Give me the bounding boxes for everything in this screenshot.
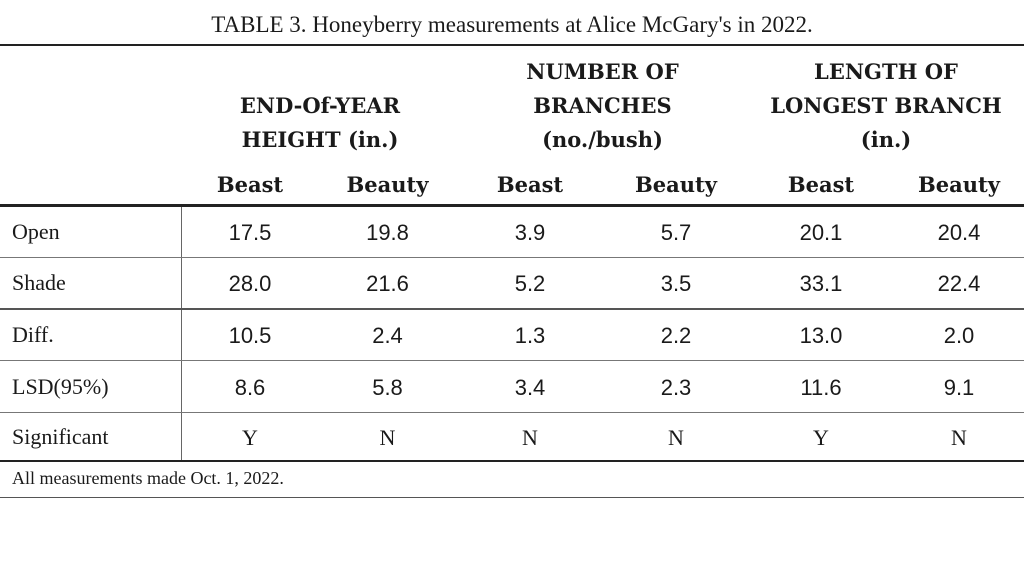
group-header-line: LENGTH OF	[814, 59, 958, 84]
table-cell: 5.2	[514, 271, 546, 296]
row-label-diff: Diff.	[12, 322, 54, 347]
table-footnote: All measurements made Oct. 1, 2022.	[12, 468, 284, 488]
row-divider	[0, 360, 1024, 361]
subheader-branches-beauty: Beauty	[635, 172, 717, 197]
table-cell: N	[379, 425, 396, 450]
subheader-height-beauty: Beauty	[346, 172, 429, 197]
table-cell: 2.3	[660, 375, 692, 400]
subheader-longest-beauty: Beauty	[918, 172, 1000, 197]
row-divider	[0, 412, 1024, 413]
subheader-longest-beast: Beast	[787, 172, 855, 197]
group-header-line: (no./bush)	[542, 127, 663, 152]
table-cell: 11.6	[800, 375, 842, 400]
row-label-lsd: LSD(95%)	[12, 374, 109, 399]
table-cell: Y	[813, 425, 829, 450]
table-cell: 5.7	[660, 220, 692, 245]
section-rule	[0, 308, 1024, 310]
table-cell: 28.0	[228, 271, 272, 296]
row-label-open: Open	[12, 219, 60, 244]
group-header-line: END-Of-YEAR	[239, 93, 401, 118]
table-cell: 3.4	[514, 375, 546, 400]
label-column-divider	[181, 207, 182, 460]
row-label-shade: Shade	[12, 270, 66, 295]
table-cell: 10.5	[228, 323, 272, 348]
table-cell: N	[668, 425, 684, 450]
table-cell: 21.6	[366, 271, 409, 296]
table-cell: 9.1	[943, 375, 975, 400]
table-cell: N	[522, 425, 538, 450]
table-cell: 3.9	[514, 220, 546, 245]
header-rule	[0, 204, 1024, 207]
table-cell: Y	[242, 425, 258, 450]
row-divider	[0, 257, 1024, 258]
row-label-significant: Significant	[12, 424, 109, 449]
table-cell: 20.4	[937, 220, 981, 245]
group-header-line: (in.)	[860, 127, 912, 152]
table-cell: 13.0	[799, 323, 843, 348]
table-cell: 20.1	[799, 220, 843, 245]
table-cell: 33.1	[799, 271, 843, 296]
table-cell: 5.8	[372, 375, 403, 400]
table-cell: 19.8	[366, 220, 409, 245]
table-cell: 2.4	[372, 323, 403, 348]
group-header-line: NUMBER OF	[526, 59, 679, 84]
table-cell: 22.4	[937, 271, 981, 296]
top-rule	[0, 44, 1024, 46]
table-cell: 3.5	[660, 271, 692, 296]
group-header-height	[190, 89, 450, 157]
subheader-branches-beast: Beast	[496, 172, 564, 197]
table-cell: 8.6	[234, 375, 266, 400]
group-header-line: HEIGHT (in.)	[241, 127, 399, 152]
group-header-longest-branch	[748, 55, 1024, 157]
subheader-height-beast: Beast	[216, 172, 284, 197]
group-header-line: BRANCHES	[533, 93, 672, 118]
table-cell: 2.2	[660, 323, 692, 348]
table-cell: 1.3	[514, 323, 546, 348]
group-header-branches	[460, 55, 745, 157]
bottom-rule	[0, 460, 1024, 462]
group-header-line: LONGEST BRANCH	[770, 93, 1002, 118]
table-cell: 17.5	[228, 220, 272, 245]
table-caption: TABLE 3. Honeyberry measurements at Alice McGary's in 2022.	[211, 12, 813, 37]
table-cell: N	[951, 425, 967, 450]
table-cell: 2.0	[943, 323, 975, 348]
footnote-rule	[0, 497, 1024, 498]
